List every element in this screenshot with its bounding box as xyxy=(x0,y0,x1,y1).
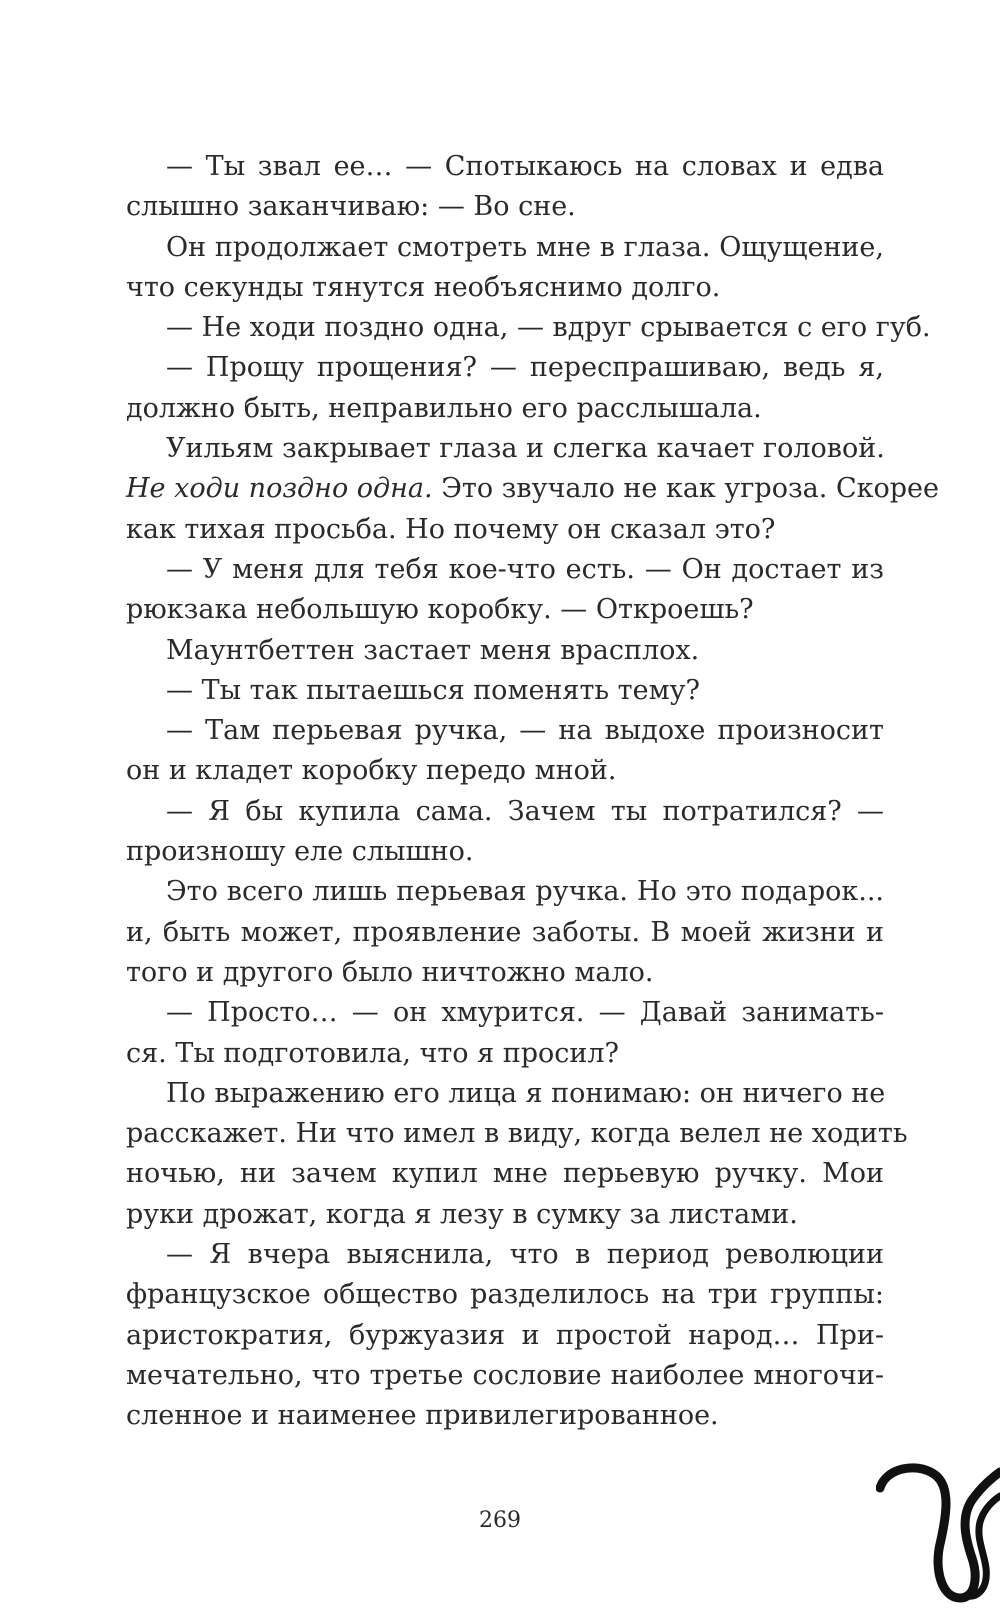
italic-quote: Не ходи поздно одна. xyxy=(126,473,433,505)
text-line-rest: Это звучало не как угроза. Скорее xyxy=(441,473,939,505)
text-line: — Прощу прощения? — переспрашиваю, ведь я, xyxy=(166,352,884,384)
text-line: ся. Ты подготовила, что я просил? xyxy=(126,1037,620,1069)
text-line: — Ты звал ее… — Спотыкаюсь на словах и едва xyxy=(166,151,884,182)
text-line: — Я вчера выяснила, что в период революции xyxy=(166,1239,884,1271)
text-line: расскажет. Ни что имел в виду, когда велел не ходить xyxy=(126,1118,908,1150)
text-line: Он продолжает смотреть мне в глаза. Ощущение, xyxy=(166,231,884,263)
text-line: мечательно, что третье сословие наиболее многочи- xyxy=(126,1359,884,1391)
text-line: как тихая просьба. Но почему он сказал это? xyxy=(126,513,776,545)
text-line: должно быть, неправильно его расслышала. xyxy=(126,392,762,424)
text-line: — Там перьевая ручка, — на выдохе произносит xyxy=(166,715,884,747)
text-line xyxy=(126,469,939,509)
text-line: сленное и наименее привилегированное. xyxy=(126,1400,719,1432)
swirl-ornament-icon xyxy=(876,1448,1000,1608)
text-line: произношу еле слышно. xyxy=(126,836,474,868)
page-number: 269 xyxy=(479,1508,521,1533)
text-line: — Я бы купила сама. Зачем ты потратился? — xyxy=(166,795,884,827)
text-line: аристократия, буржуазия и простой народ… При- xyxy=(126,1319,884,1351)
text-line: Уильям закрывает глаза и слегка качает головой. xyxy=(166,433,885,465)
text-line: — Ты так пытаешься поменять тему? xyxy=(166,674,700,706)
text-line: что секунды тянутся необъяснимо долго. xyxy=(126,271,721,303)
text-line: руки дрожат, когда я лезу в сумку за листами. xyxy=(126,1198,798,1230)
text-line: французское общество разделилось на три группы: xyxy=(126,1279,884,1311)
text-line: Это всего лишь перьевая ручка. Но это подарок... xyxy=(166,876,884,908)
text-line: — У меня для тебя кое-что есть. — Он достает из xyxy=(166,553,884,585)
text-line: того и другого было ничтожно мало. xyxy=(126,956,654,988)
text-line: — Просто… — он хмурится. — Давай занимать- xyxy=(166,997,884,1029)
text-line: и, быть может, проявление заботы. В моей жизни и xyxy=(126,916,884,948)
text-line: По выражению его лица я понимаю: он ничего не xyxy=(166,1077,886,1109)
text-line: — Не ходи поздно одна, — вдруг срывается с его губ. xyxy=(166,312,931,344)
text-line: ночью, ни зачем купил мне перьевую ручку. Мои xyxy=(126,1158,884,1190)
text-line: Маунтбеттен застает меня врасплох. xyxy=(166,634,700,666)
text-line: рюкзака небольшую коробку. — Откроешь? xyxy=(126,594,754,626)
text-line: слышно заканчиваю: — Во сне. xyxy=(126,191,576,223)
body-text xyxy=(126,147,939,1437)
text-line: он и кладет коробку передо мной. xyxy=(126,755,617,787)
